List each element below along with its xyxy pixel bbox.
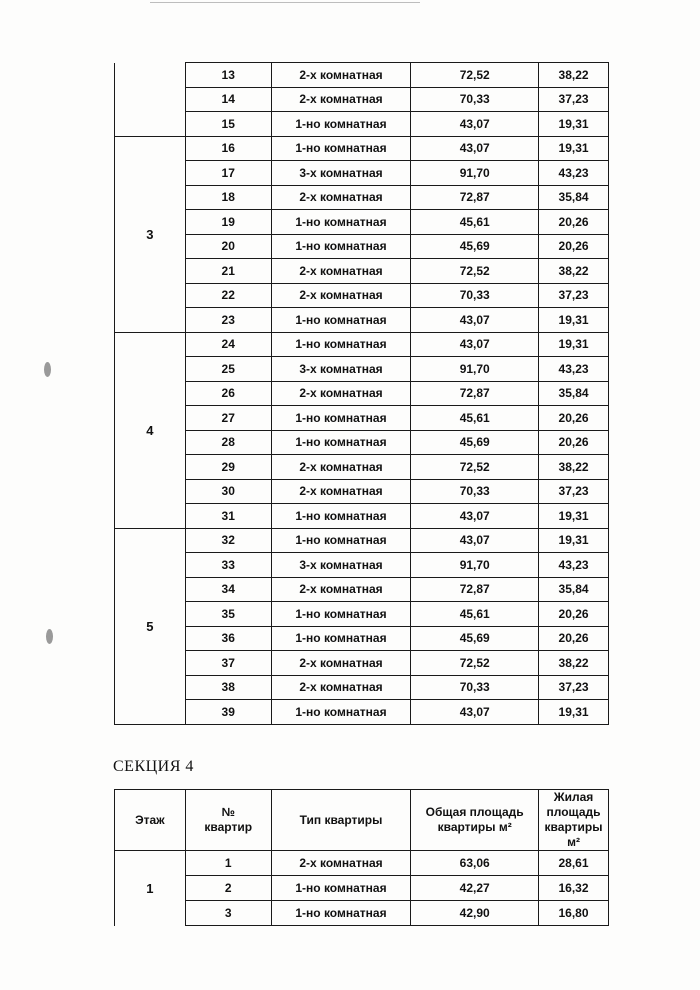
total-area-cell: 70,33 (411, 283, 539, 308)
living-area-cell: 37,23 (539, 479, 609, 504)
living-area-cell: 37,23 (539, 87, 609, 112)
total-area-cell: 43,07 (411, 504, 539, 529)
living-area-cell: 20,26 (539, 406, 609, 431)
total-area-cell: 91,70 (411, 161, 539, 186)
section4-apartments-table (114, 789, 609, 926)
apartment-type-cell: 1-но комнатная (271, 332, 411, 357)
scan-edge-line (150, 2, 420, 3)
table-row (115, 332, 609, 357)
header-apartment-type: Тип квартиры (271, 790, 411, 851)
header-total-area: Общая площадь квартиры м² (411, 790, 539, 851)
living-area-cell: 20,26 (539, 430, 609, 455)
apartment-number-cell: 14 (185, 87, 271, 112)
apartment-number-cell: 32 (185, 528, 271, 553)
living-area-cell: 19,31 (539, 504, 609, 529)
apartment-type-cell: 1-но комнатная (271, 528, 411, 553)
total-area-cell: 43,07 (411, 332, 539, 357)
total-area-cell: 72,87 (411, 577, 539, 602)
apartment-number-cell: 23 (185, 308, 271, 333)
living-area-cell: 19,31 (539, 112, 609, 137)
apartment-type-cell: 1-но комнатная (271, 504, 411, 529)
floor-cell: 1 (115, 851, 186, 926)
apartments-table-continued (114, 62, 609, 725)
apartment-number-cell: 22 (185, 283, 271, 308)
punch-hole-mark (46, 629, 53, 644)
apartment-type-cell: 2-х комнатная (271, 651, 411, 676)
apartment-number-cell: 28 (185, 430, 271, 455)
living-area-cell: 43,23 (539, 161, 609, 186)
total-area-cell: 43,07 (411, 528, 539, 553)
living-area-cell: 20,26 (539, 210, 609, 235)
table-row (115, 381, 609, 406)
floor-cell (115, 63, 186, 137)
apartment-type-cell: 1-но комнатная (271, 234, 411, 259)
living-area-cell: 20,26 (539, 602, 609, 627)
total-area-cell: 45,69 (411, 430, 539, 455)
apartment-type-cell: 2-х комнатная (271, 455, 411, 480)
total-area-cell: 63,06 (411, 851, 539, 876)
total-area-cell: 72,52 (411, 455, 539, 480)
apartment-type-cell: 1-но комнатная (271, 136, 411, 161)
table-row (115, 651, 609, 676)
apartment-type-cell: 2-х комнатная (271, 851, 411, 876)
table-row (115, 626, 609, 651)
total-area-cell: 72,52 (411, 259, 539, 284)
table-row (115, 112, 609, 137)
apartment-number-cell: 20 (185, 234, 271, 259)
living-area-cell: 19,31 (539, 332, 609, 357)
table-row (115, 210, 609, 235)
total-area-cell: 91,70 (411, 357, 539, 382)
table-row (115, 901, 609, 926)
living-area-cell: 43,23 (539, 357, 609, 382)
living-area-cell: 35,84 (539, 381, 609, 406)
table-row (115, 553, 609, 578)
table-header-row (115, 790, 609, 851)
total-area-cell: 45,69 (411, 626, 539, 651)
apartment-type-cell: 1-но комнатная (271, 210, 411, 235)
section4-table-body (115, 851, 609, 926)
apartment-number-cell: 1 (185, 851, 271, 876)
apartment-type-cell: 1-но комнатная (271, 626, 411, 651)
table-row (115, 479, 609, 504)
living-area-cell: 38,22 (539, 259, 609, 284)
apartment-type-cell: 2-х комнатная (271, 63, 411, 88)
header-living-area: Жилая площадь квартиры м² (539, 790, 609, 851)
table-row (115, 455, 609, 480)
apartment-number-cell: 2 (185, 876, 271, 901)
apartment-number-cell: 34 (185, 577, 271, 602)
apartment-number-cell: 21 (185, 259, 271, 284)
apartment-number-cell: 25 (185, 357, 271, 382)
header-floor: Этаж (115, 790, 186, 851)
total-area-cell: 42,27 (411, 876, 539, 901)
floor-cell: 5 (115, 528, 186, 724)
total-area-cell: 43,07 (411, 136, 539, 161)
table-row (115, 283, 609, 308)
apartment-number-cell: 19 (185, 210, 271, 235)
apartment-type-cell: 2-х комнатная (271, 381, 411, 406)
living-area-cell: 19,31 (539, 700, 609, 725)
apartment-type-cell: 2-х комнатная (271, 577, 411, 602)
total-area-cell: 43,07 (411, 700, 539, 725)
living-area-cell: 19,31 (539, 528, 609, 553)
living-area-cell: 19,31 (539, 136, 609, 161)
apartment-number-cell: 24 (185, 332, 271, 357)
apartment-number-cell: 3 (185, 901, 271, 926)
total-area-cell: 72,52 (411, 63, 539, 88)
living-area-cell: 37,23 (539, 283, 609, 308)
apartment-number-cell: 13 (185, 63, 271, 88)
table-row (115, 63, 609, 88)
table-row (115, 675, 609, 700)
apartment-number-cell: 38 (185, 675, 271, 700)
total-area-cell: 91,70 (411, 553, 539, 578)
table-row (115, 308, 609, 333)
total-area-cell: 42,90 (411, 901, 539, 926)
apartment-type-cell: 1-но комнатная (271, 308, 411, 333)
table-row (115, 430, 609, 455)
apartment-number-cell: 16 (185, 136, 271, 161)
living-area-cell: 19,31 (539, 308, 609, 333)
living-area-cell: 16,80 (539, 901, 609, 926)
table-row (115, 577, 609, 602)
table-row (115, 851, 609, 876)
apartments-table-body (115, 63, 609, 725)
apartment-number-cell: 18 (185, 185, 271, 210)
total-area-cell: 70,33 (411, 87, 539, 112)
total-area-cell: 43,07 (411, 308, 539, 333)
total-area-cell: 72,87 (411, 185, 539, 210)
apartment-type-cell: 1-но комнатная (271, 901, 411, 926)
total-area-cell: 43,07 (411, 112, 539, 137)
apartment-type-cell: 1-но комнатная (271, 700, 411, 725)
apartment-number-cell: 26 (185, 381, 271, 406)
living-area-cell: 37,23 (539, 675, 609, 700)
total-area-cell: 45,61 (411, 602, 539, 627)
living-area-cell: 16,32 (539, 876, 609, 901)
apartment-number-cell: 30 (185, 479, 271, 504)
apartment-number-cell: 15 (185, 112, 271, 137)
apartment-type-cell: 1-но комнатная (271, 430, 411, 455)
apartment-type-cell: 2-х комнатная (271, 283, 411, 308)
living-area-cell: 28,61 (539, 851, 609, 876)
total-area-cell: 45,61 (411, 210, 539, 235)
apartment-number-cell: 31 (185, 504, 271, 529)
apartment-type-cell: 2-х комнатная (271, 259, 411, 284)
header-apartment-number: № квартир (185, 790, 271, 851)
apartment-type-cell: 1-но комнатная (271, 406, 411, 431)
total-area-cell: 45,69 (411, 234, 539, 259)
total-area-cell: 70,33 (411, 675, 539, 700)
apartment-type-cell: 3-х комнатная (271, 553, 411, 578)
table-row (115, 234, 609, 259)
total-area-cell: 72,87 (411, 381, 539, 406)
total-area-cell: 45,61 (411, 406, 539, 431)
apartment-number-cell: 37 (185, 651, 271, 676)
table-row (115, 406, 609, 431)
table-row (115, 161, 609, 186)
table-row (115, 259, 609, 284)
apartment-number-cell: 33 (185, 553, 271, 578)
table-row (115, 602, 609, 627)
apartment-number-cell: 36 (185, 626, 271, 651)
floor-cell: 3 (115, 136, 186, 332)
total-area-cell: 70,33 (411, 479, 539, 504)
apartment-type-cell: 2-х комнатная (271, 87, 411, 112)
apartment-type-cell: 3-х комнатная (271, 161, 411, 186)
apartment-type-cell: 1-но комнатная (271, 112, 411, 137)
table-row (115, 87, 609, 112)
living-area-cell: 38,22 (539, 455, 609, 480)
table-row (115, 185, 609, 210)
table-row (115, 504, 609, 529)
apartment-type-cell: 3-х комнатная (271, 357, 411, 382)
apartment-type-cell: 2-х комнатная (271, 185, 411, 210)
apartment-type-cell: 1-но комнатная (271, 876, 411, 901)
table-row (115, 700, 609, 725)
punch-hole-mark (44, 362, 51, 377)
section-title: СЕКЦИЯ 4 (113, 758, 194, 775)
table-row (115, 528, 609, 553)
apartment-number-cell: 27 (185, 406, 271, 431)
living-area-cell: 20,26 (539, 626, 609, 651)
living-area-cell: 35,84 (539, 185, 609, 210)
apartment-type-cell: 1-но комнатная (271, 602, 411, 627)
total-area-cell: 72,52 (411, 651, 539, 676)
living-area-cell: 35,84 (539, 577, 609, 602)
apartment-number-cell: 17 (185, 161, 271, 186)
living-area-cell: 20,26 (539, 234, 609, 259)
table-row (115, 357, 609, 382)
floor-cell: 4 (115, 332, 186, 528)
table-row (115, 136, 609, 161)
apartment-type-cell: 2-х комнатная (271, 479, 411, 504)
apartment-type-cell: 2-х комнатная (271, 675, 411, 700)
apartment-number-cell: 35 (185, 602, 271, 627)
living-area-cell: 38,22 (539, 651, 609, 676)
table-row (115, 876, 609, 901)
apartment-number-cell: 29 (185, 455, 271, 480)
living-area-cell: 38,22 (539, 63, 609, 88)
apartment-number-cell: 39 (185, 700, 271, 725)
living-area-cell: 43,23 (539, 553, 609, 578)
